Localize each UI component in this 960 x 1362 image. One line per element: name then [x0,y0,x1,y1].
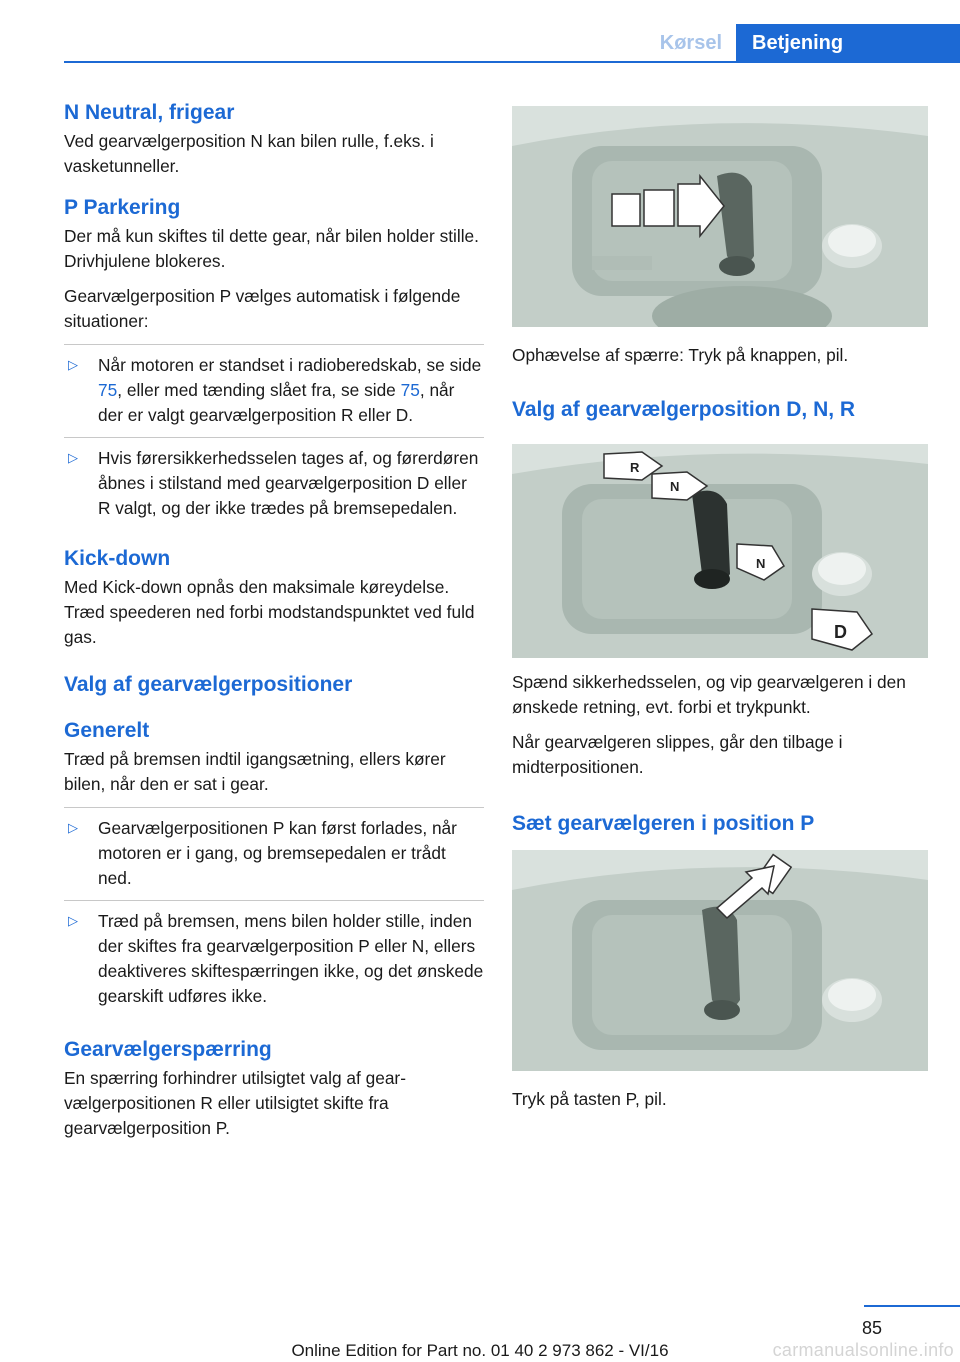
heading-lock: Gearvælgerspærring [64,1038,272,1061]
neutral-text: Ved gearvælgerposition N kan bilen rulle, f.eks. i vasketunneller. [64,131,434,176]
heading-neutral: N Neutral, frigear [64,101,235,124]
watermark: carmanualsonline.info [772,1340,954,1360]
page-number: 85 [862,1318,883,1338]
p-button-illustration [512,850,928,1071]
list-item [64,900,484,1018]
list-item [64,807,484,900]
parking-text-1: Der må kun skiftes til dette gear, når bilen holder stille. Drivhjulene blokeres. [64,226,479,271]
label-n-upper: N [670,479,680,494]
header-rule [64,61,960,63]
heading-general: Generelt [64,719,150,742]
triangle-bullet-icon: ▷ [68,357,78,372]
bullet-text: Når motoren er standset i radioberedskab, se side [98,355,482,375]
label-r: R [630,460,640,475]
heading-selection: Valg af gearvælgerpositioner [64,673,353,696]
page-reference-link[interactable]: 75 [400,380,420,400]
lock-text: En spærring forhindrer utilsigtet valg af gearvælgerpositionen R eller utilsigtet skifte fra gearvælgerposition P. [64,1068,406,1138]
heading-parking: P Parkering [64,196,181,219]
bullet-text: Gearvælgerpositionen P kan først forlades, når motoren er i gang, og bremsepedalen er trådt ned. [98,818,457,888]
heading-dnr: Valg af gearvælgerposition D, N, R [512,398,856,421]
figure3-caption: Tryk på tasten P, pil. [512,1089,667,1109]
kickdown-text: Med Kick-down opnås den maksimale køreydelse. Træd speederen ned forbi modstandspunktet ved fuld gas. [64,577,475,647]
triangle-bullet-icon: ▷ [68,450,78,465]
list-item [64,344,484,437]
dnr-text-2: Når gearvælgeren slippes, går den tilbage i midterpositionen. [512,732,843,777]
bullet-text: , eller med tænding slået fra, se side [117,380,401,400]
tab-korsel[interactable]: Kørsel [659,32,722,54]
right-column [512,98,928,1122]
general-list [64,807,484,1018]
figure-p-button [512,850,928,1071]
gear-positions-illustration [512,444,928,658]
figure1-caption: Ophævelse af spærre: Tryk på knappen, pil. [512,345,849,365]
bullet-text: , når der er valgt gearvælgerposition R eller D. [98,380,455,425]
label-n-lower: N [756,556,766,571]
footer-rule [864,1305,960,1307]
parking-text-2: Gearvælgerposition P vælges automatisk i følgende situationer: [64,286,461,331]
dnr-text-1: Spænd sikkerhedsselen, og vip gearvælgeren i den ønskede retning, evt. forbi et trykpunkt. [512,672,906,717]
parking-list [64,344,484,530]
left-column [64,98,484,1151]
label-d: D [834,622,847,642]
bullet-text: Hvis førersikkerhedsselen tages af, og førerdøren åbnes i stilstand med gearvælgerposition D eller R valgt, og der ikke trædes på bremsepedalen. [98,448,479,518]
triangle-bullet-icon: ▷ [68,913,78,928]
footer-edition: Online Edition for Part no. 01 40 2 973 862 - VI/16 [291,1341,669,1360]
gear-selector-illustration [512,106,928,327]
bullet-text: Træd på bremsen, mens bilen holder stille, inden der skiftes fra gearvælgerposition P eller N, ellers deaktiveres skiftespærringen ikke, og det ønskede gearskift udføres ikke. [98,911,484,1006]
figure-unlock-button [512,106,928,327]
heading-kickdown: Kick-down [64,547,171,570]
page-reference-link[interactable]: 75 [98,380,118,400]
heading-position-p: Sæt gearvælgeren i position P [512,812,815,835]
triangle-bullet-icon: ▷ [68,820,78,835]
general-text: Træd på bremsen indtil igangsætning, ellers kører bilen, når den er sat i gear. [64,749,446,794]
tab-betjening[interactable]: Betjening [736,24,960,62]
list-item [64,437,484,530]
figure-dnr-positions [512,444,928,658]
